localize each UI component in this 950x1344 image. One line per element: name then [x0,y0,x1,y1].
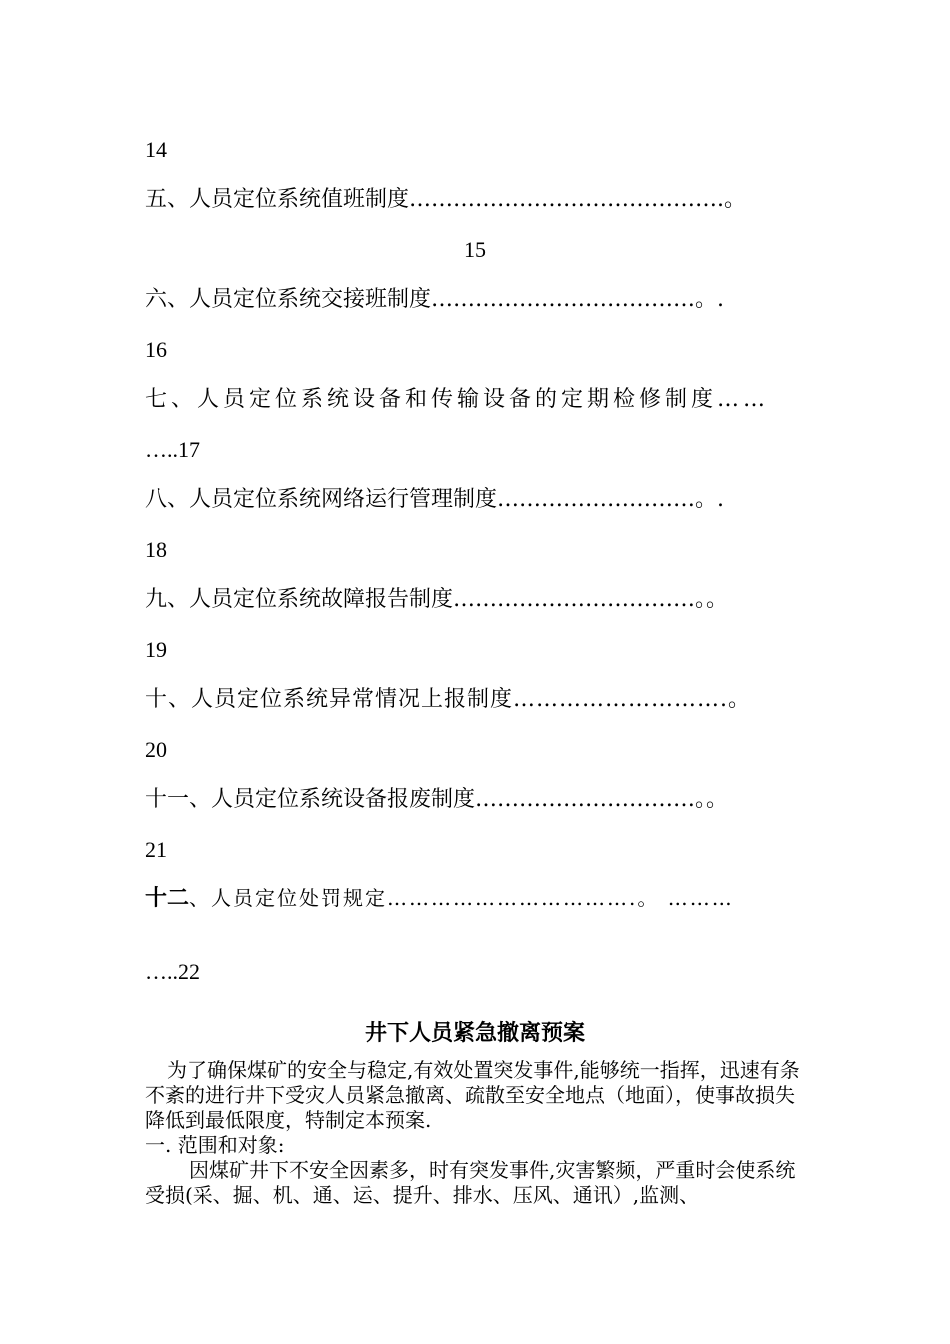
toc-entry-penalty-rules [145,884,734,913]
body-paragraph: 因煤矿井下不安全因素多，时有突发事件,灾害繁频，严重时会使系统受损(采、掘、机、通、运、提升、排水、压风、通讯）,监测、 [145,1158,796,1207]
toc-page-number: …..22 [145,959,200,984]
toc-entry-anomaly-report: 十、人员定位系统异常情况上报制度……………………….。 [145,687,751,712]
toc-page-number: 15 [464,237,486,262]
toc-entry-number: 十二 [145,885,190,911]
intro-paragraph: 为了确保煤矿的安全与稳定,有效处置突发事件,能够统一指挥，迅速有条不紊的进行井下受灾人员紧急撤离、疏散至安全地点（地面），使事故损失降低到最低限度，特制定本预案. [145,1058,800,1132]
toc-entry-equipment-scrap: 十一、人员定位系统设备报废制度…………………………。。 [145,787,729,812]
section-title: 井下人员紧急撤离预案 [364,1020,585,1046]
toc-page-number: 19 [145,637,167,662]
toc-page-number: 16 [145,337,167,362]
toc-page-number: 18 [145,537,167,562]
toc-entry-text: 、人员定位处罚规定…………………………….。 ……… [189,886,734,910]
toc-entry-fault-report: 九、人员定位系统故障报告制度……………………………。。 [145,587,729,612]
toc-page-number: 20 [145,737,167,762]
toc-page-number: 21 [145,837,167,862]
toc-page-number: 14 [145,137,167,162]
toc-entry-network-management: 八、人员定位系统网络运行管理制度………………………。. [145,487,724,512]
toc-page-number: …..17 [145,437,200,462]
section-heading: 一. 范围和对象: [145,1133,285,1157]
toc-entry-duty-system: 五、人员定位系统值班制度…………………………………….。 [145,187,746,212]
toc-entry-shift-handover: 六、人员定位系统交接班制度………………………………。. [145,287,724,312]
toc-entry-maintenance: 七、人员定位系统设备和传输设备的定期检修制度…… [145,387,770,412]
